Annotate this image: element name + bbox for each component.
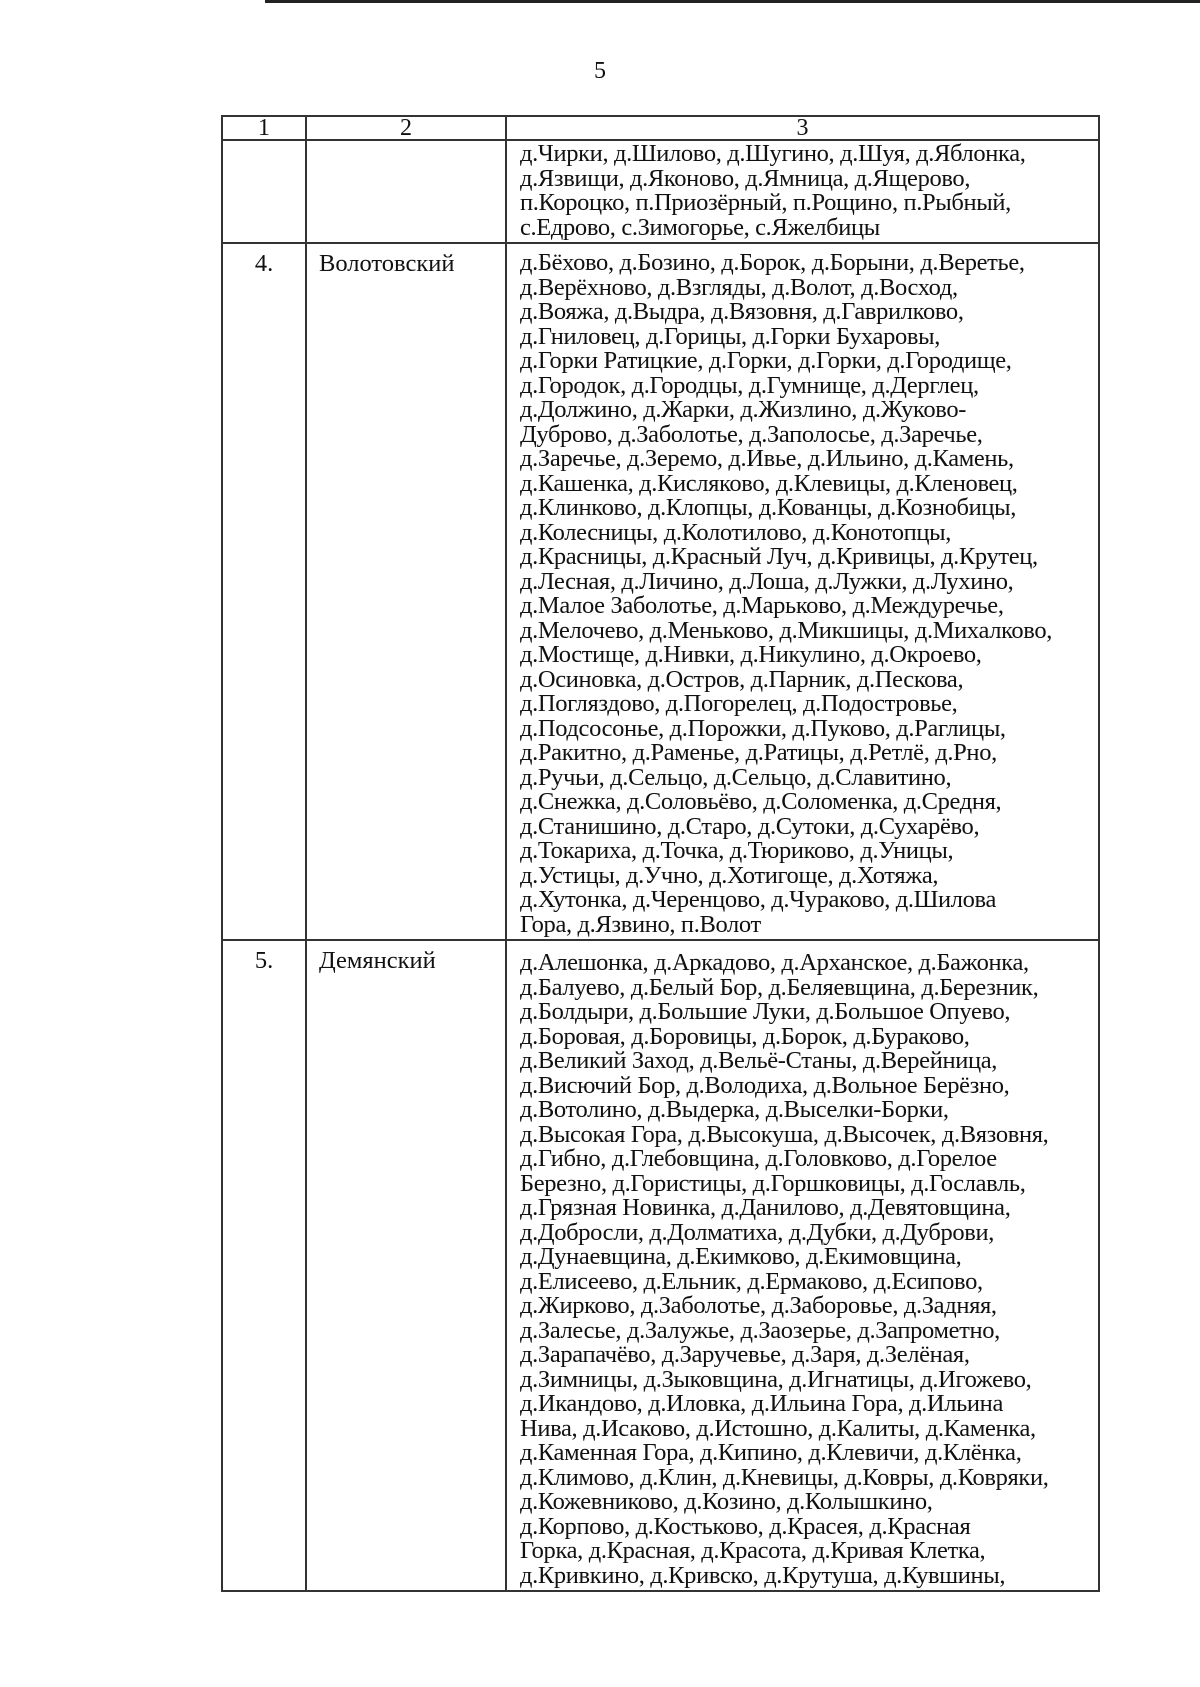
settlement-line: д.Великий Заход, д.Вельё-Станы, д.Верейница,	[520, 1047, 998, 1074]
district-name: Волотовский	[306, 243, 506, 940]
settlement-line: д.Боровая, д.Боровицы, д.Борок, д.Бураково,	[520, 1022, 970, 1050]
settlement-list	[506, 243, 1099, 940]
settlement-line: д.Каменная Гора, д.Кипино, д.Клевичи, д.Клёнка,	[520, 1439, 1022, 1466]
settlement-line: д.Болдыри, д.Большие Луки, д.Большое Опуево,	[520, 998, 1011, 1025]
table-header-row	[222, 116, 1099, 140]
table-row-volotovsky	[222, 243, 1099, 940]
settlement-line: д.Гниловец, д.Горицы, д.Горки Бухаровы,	[520, 322, 940, 350]
top-border-line	[265, 0, 1200, 3]
settlement-line: д.Язвищи, д.Яконово, д.Ямница, д.Ящерово,	[520, 164, 971, 192]
settlement-line: д.Токариха, д.Точка, д.Тюриково, д.Уницы,	[520, 837, 954, 864]
settlement-line: д.Вотолино, д.Выдерка, д.Выселки-Борки,	[520, 1096, 949, 1123]
settlement-line: д.Осиновка, д.Остров, д.Парник, д.Пескова,	[520, 665, 964, 693]
settlement-line: д.Устицы, д.Учно, д.Хотигоще, д.Хотяжа,	[520, 861, 939, 889]
settlement-line: д.Лесная, д.Личино, д.Лоша, д.Лужки, д.Лухино,	[520, 567, 1014, 595]
settlement-line: д.Зарапачёво, д.Заручевье, д.Заря, д.Зелёная,	[520, 1341, 970, 1368]
settlement-line: Горка, д.Красная, д.Красота, д.Кривая Клетка,	[520, 1537, 986, 1564]
settlement-list	[506, 940, 1099, 1591]
table-row-demyansky	[222, 940, 1099, 1591]
settlement-line: д.Красницы, д.Красный Луч, д.Кривицы, д.Крутец,	[520, 543, 1038, 570]
settlement-line: п.Короцко, п.Приозёрный, п.Рощино, п.Рыбный,	[520, 189, 1011, 216]
table-row-continuation	[222, 140, 1099, 243]
settlement-line: с.Едрово, с.Зимогорье, с.Яжелбицы	[520, 213, 880, 241]
row-number: 4.	[222, 243, 306, 940]
settlement-line: д.Жирково, д.Заболотье, д.Заборовье, д.Задняя,	[520, 1292, 997, 1319]
settlement-line: д.Корпово, д.Костьково, д.Красея, д.Красная	[520, 1512, 971, 1540]
settlement-line: Березно, д.Гористицы, д.Горшковицы, д.Гославль,	[520, 1169, 1026, 1197]
header-cell-2: 2	[306, 116, 506, 140]
settlement-line: д.Снежка, д.Соловьёво, д.Соломенка, д.Средня,	[520, 788, 1002, 815]
settlement-line: д.Бёхово, д.Бозино, д.Борок, д.Борыни, д.Веретье,	[520, 249, 1025, 276]
settlement-line: д.Высокая Гора, д.Высокуша, д.Высочек, д.Вязовня,	[520, 1120, 1049, 1148]
settlement-line: д.Грязная Новинка, д.Данилово, д.Девятовщина,	[520, 1194, 1011, 1221]
row-number	[222, 140, 306, 243]
settlement-line: д.Станишино, д.Старо, д.Сутоки, д.Сухарёво,	[520, 812, 980, 840]
settlement-line: д.Климово, д.Клин, д.Кневицы, д.Ковры, д.Ковряки,	[520, 1463, 1049, 1491]
settlement-line: д.Должино, д.Жарки, д.Жизлино, д.Жуково-	[520, 396, 967, 423]
settlement-line: д.Хутонка, д.Черенцово, д.Чураково, д.Шилова	[520, 886, 996, 913]
district-name: Демянский	[306, 940, 506, 1591]
settlement-line: д.Мелочево, д.Меньково, д.Микшицы, д.Михалково,	[520, 616, 1053, 644]
settlement-line: д.Дунаевщина, д.Екимково, д.Екимовщина,	[520, 1243, 962, 1270]
settlement-line: Гора, д.Язвино, п.Волот	[520, 910, 761, 938]
settlement-line: д.Залесье, д.Залужье, д.Заозерье, д.Запрометно,	[520, 1316, 1000, 1344]
settlements-table	[221, 115, 1100, 1592]
page-number: 5	[594, 58, 606, 84]
settlement-line: д.Верёхново, д.Взгляды, д.Волот, д.Восход,	[520, 273, 958, 301]
row-number: 5.	[222, 940, 306, 1591]
settlement-line: д.Чирки, д.Шилово, д.Шугино, д.Шуя, д.Яблонка,	[520, 140, 1026, 167]
settlement-line: д.Ручьи, д.Сельцо, д.Сельцо, д.Славитино,	[520, 763, 952, 791]
settlement-line: д.Елисеево, д.Ельник, д.Ермаково, д.Есипово,	[520, 1267, 983, 1295]
settlement-line: д.Горки Ратицкие, д.Горки, д.Горки, д.Городище,	[520, 347, 1012, 374]
header-cell-1: 1	[222, 116, 306, 140]
settlement-line: д.Погляздово, д.Погорелец, д.Подостровье,	[520, 690, 958, 717]
settlement-line: д.Зимницы, д.Зыковщина, д.Игнатицы, д.Игожево,	[520, 1365, 1032, 1393]
settlement-line: д.Заречье, д.Зеремо, д.Ивье, д.Ильино, д.Камень,	[520, 445, 1014, 472]
settlement-line: д.Клинково, д.Клопцы, д.Кованцы, д.Кознобицы,	[520, 494, 1017, 521]
settlement-line: д.Гибно, д.Глебовщина, д.Головково, д.Горелое	[520, 1145, 997, 1172]
settlement-line: д.Кривкино, д.Кривско, д.Крутуша, д.Кувшины,	[520, 1561, 1006, 1589]
settlement-line: д.Балуево, д.Белый Бор, д.Беляевщина, д.Березник,	[520, 973, 1039, 1001]
settlement-line: Нива, д.Исаково, д.Истошно, д.Калиты, д.Каменка,	[520, 1414, 1036, 1442]
settlement-line: д.Подсосонье, д.Порожки, д.Пуково, д.Раглицы,	[520, 714, 1006, 742]
settlement-line: д.Вояжа, д.Выдра, д.Вязовня, д.Гаврилково,	[520, 298, 964, 325]
header-cell-3: 3	[506, 116, 1099, 140]
settlement-line: Дуброво, д.Заболотье, д.Заполосье, д.Заречье,	[520, 420, 983, 448]
settlement-line: д.Городок, д.Городцы, д.Гумнище, д.Дерглец,	[520, 371, 979, 399]
settlement-line: д.Малое Заболотье, д.Марьково, д.Междуречье,	[520, 592, 1004, 619]
settlement-line: д.Кашенка, д.Кисляково, д.Клевицы, д.Кленовец,	[520, 469, 1018, 497]
district-name	[306, 140, 506, 243]
settlement-line: д.Добросли, д.Долматиха, д.Дубки, д.Дуброви,	[520, 1218, 995, 1246]
settlement-list	[506, 140, 1099, 243]
settlement-line: д.Кожевниково, д.Козино, д.Колышкино,	[520, 1488, 933, 1515]
settlement-line: д.Колесницы, д.Колотилово, д.Конотопцы,	[520, 518, 952, 546]
settlement-line: д.Алешонка, д.Аркадово, д.Арханское, д.Бажонка,	[520, 949, 1029, 976]
settlement-line: д.Ракитно, д.Раменье, д.Ратицы, д.Ретлё, д.Рно,	[520, 739, 997, 766]
settlement-line: д.Мостище, д.Нивки, д.Никулино, д.Окроево,	[520, 641, 982, 668]
settlement-line: д.Висючий Бор, д.Володиха, д.Вольное Берёзно,	[520, 1071, 1010, 1099]
settlement-line: д.Икандово, д.Иловка, д.Ильина Гора, д.Ильина	[520, 1390, 1003, 1417]
